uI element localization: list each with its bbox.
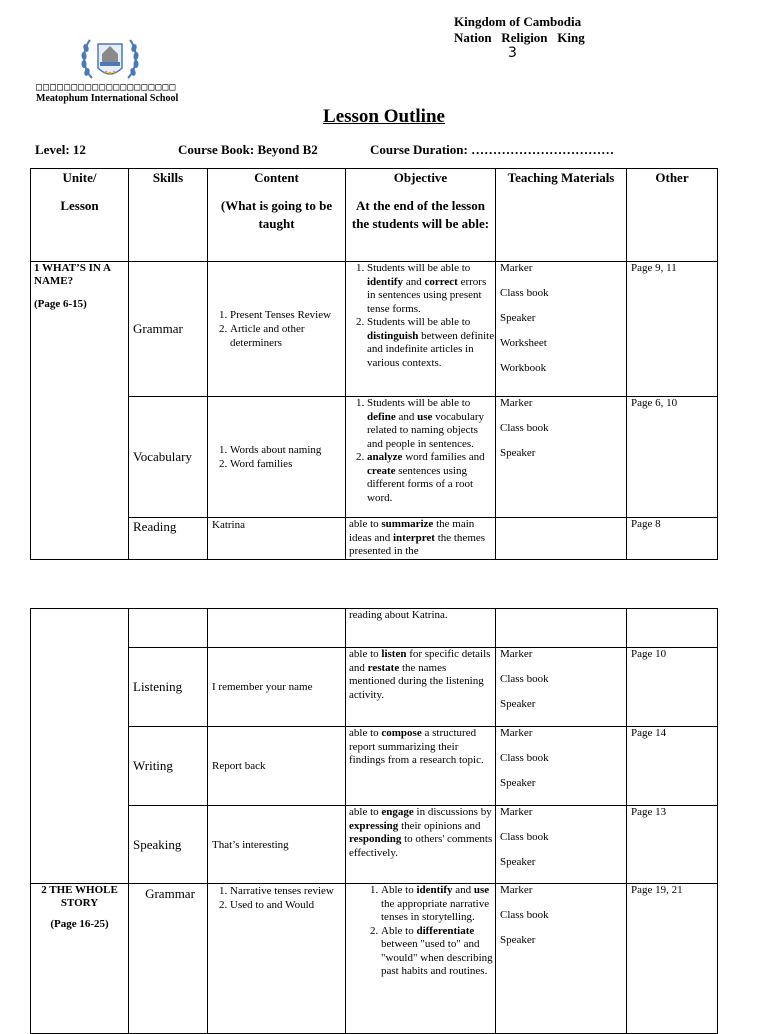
other-cell xyxy=(627,609,718,648)
course-book-label: Course Book: Beyond B2 xyxy=(178,142,318,157)
level-label: Level: 12 xyxy=(35,142,86,157)
col-unit-line2: Lesson xyxy=(60,198,99,213)
list-item: Speaker xyxy=(500,312,536,324)
list-item: Class book xyxy=(500,673,549,685)
content-cell xyxy=(208,609,346,648)
skill-cell: Speaking xyxy=(129,806,208,884)
objective-list xyxy=(349,262,495,370)
motto-mark: 3 xyxy=(508,45,517,61)
unit-cell xyxy=(31,884,129,1034)
table-row xyxy=(31,262,718,397)
unit-cell xyxy=(31,262,129,560)
materials-cell xyxy=(496,609,627,648)
list-item: Marker xyxy=(500,806,533,818)
unit-pages: (Page 6-15) xyxy=(34,298,87,310)
skill-cell: Reading xyxy=(129,518,208,560)
list-item: 1. Words about naming xyxy=(230,443,345,457)
materials-cell xyxy=(496,518,627,560)
materials-cell xyxy=(496,727,627,806)
col-objective-line1: Objective xyxy=(393,170,448,185)
other-cell: Page 6, 10 xyxy=(627,397,718,518)
skill-cell: Writing xyxy=(129,727,208,806)
objective-cell: able to listen for specific details and restate the names mentioned during the listening activity. xyxy=(346,648,496,727)
skill-cell: Grammar xyxy=(129,262,208,397)
list-item: Class book xyxy=(500,422,549,434)
table-row xyxy=(31,727,718,806)
list-item: Class book xyxy=(500,752,549,764)
materials-cell xyxy=(496,397,627,518)
content-list xyxy=(212,443,345,471)
list-item: Speaker xyxy=(500,698,536,710)
col-skills-header: Skills xyxy=(129,169,208,262)
list-item: 2. analyze word families and create sentences using different forms of a root word. xyxy=(367,451,495,505)
unit-title: 2 THE WHOLE STORY xyxy=(41,884,118,909)
list-item: Workbook xyxy=(500,362,547,374)
other-cell: Page 9, 11 xyxy=(627,262,718,397)
skill-cell xyxy=(129,609,208,648)
other-cell: Page 14 xyxy=(627,727,718,806)
list-item: Speaker xyxy=(500,856,536,868)
unit-pages: (Page 16-25) xyxy=(50,918,109,930)
materials-cell xyxy=(496,648,627,727)
col-content-line2: (What is going to be taught xyxy=(220,198,333,231)
list-item: 1. Narrative tenses review xyxy=(230,884,345,898)
table-row xyxy=(31,397,718,518)
kingdom-title: Kingdom of Cambodia xyxy=(454,14,582,29)
content-list xyxy=(212,884,345,912)
content-cell xyxy=(208,884,346,1034)
objective-cell xyxy=(346,884,496,1034)
table-row xyxy=(31,806,718,884)
objective-cell: able to compose a structured report summarizing their findings from a research topic. xyxy=(346,727,496,806)
list-item: Class book xyxy=(500,909,549,921)
list-item: Marker xyxy=(500,727,533,739)
list-item: 1. Able to identify and use the appropriate narrative tenses in storytelling. xyxy=(381,884,495,925)
content-cell xyxy=(208,397,346,518)
col-other-header: Other xyxy=(627,169,718,262)
list-item: 2. Word families xyxy=(230,457,345,471)
materials-cell xyxy=(496,884,627,1034)
content-cell: I remember your name xyxy=(208,648,346,727)
content-cell: Report back xyxy=(208,727,346,806)
list-item: Worksheet xyxy=(500,337,547,349)
content-cell: Katrina xyxy=(208,518,346,560)
unit-cell-continued xyxy=(31,609,129,884)
skill-cell: Grammar xyxy=(129,884,208,1034)
lesson-table-page-2 xyxy=(30,608,718,1034)
list-item: Class book xyxy=(500,831,549,843)
col-objective-header xyxy=(346,169,496,262)
objective-cell xyxy=(346,397,496,518)
list-item: 2. Used to and Would xyxy=(230,898,345,912)
skill-cell: Vocabulary xyxy=(129,397,208,518)
content-cell: That’s interesting xyxy=(208,806,346,884)
objective-cell xyxy=(346,262,496,397)
materials-cell xyxy=(496,806,627,884)
list-item: Speaker xyxy=(500,447,536,459)
lesson-table-page-1 xyxy=(30,168,718,560)
other-cell: Page 13 xyxy=(627,806,718,884)
list-item: 2. Article and other determiners xyxy=(230,322,345,350)
col-content-line1: Content xyxy=(254,170,299,185)
objective-cell: able to summarize the main ideas and interpret the themes presented in the xyxy=(346,518,496,560)
table-row xyxy=(31,609,718,648)
list-item: Speaker xyxy=(500,934,536,946)
list-item: 2. Students will be able to distinguish between definite and indefinite articles in various contexts. xyxy=(367,316,495,370)
list-item: Speaker xyxy=(500,777,536,789)
objective-cell: reading about Katrina. xyxy=(346,609,496,648)
content-list xyxy=(212,308,345,350)
objective-list xyxy=(349,884,495,979)
list-item: 1. Present Tenses Review xyxy=(230,308,345,322)
list-item: 2. Able to differentiate between "used to" and "would" when describing past habits and routines. xyxy=(381,925,495,979)
other-cell: Page 8 xyxy=(627,518,718,560)
list-item: Marker xyxy=(500,262,533,274)
col-materials-header: Teaching Materials xyxy=(496,169,627,262)
list-item: Marker xyxy=(500,648,533,660)
page-title: Lesson Outline xyxy=(323,106,445,127)
unit-title: 1 WHAT’S IN A NAME? xyxy=(34,262,111,287)
table-row xyxy=(31,648,718,727)
list-item: Class book xyxy=(500,287,549,299)
col-unit-line1: Unite/ xyxy=(62,170,97,185)
list-item: 1. Students will be able to define and use vocabulary related to naming objects and people in sentences. xyxy=(367,397,495,451)
other-cell: Page 10 xyxy=(627,648,718,727)
objective-list xyxy=(349,397,495,505)
list-item: Marker xyxy=(500,884,533,896)
school-name-khmer: □□□□□□□□□□□□□□□□□□□□ xyxy=(36,82,177,93)
table-row xyxy=(31,518,718,560)
table-header-row xyxy=(31,169,718,262)
list-item: Marker xyxy=(500,397,533,409)
kingdom-heading xyxy=(454,14,585,60)
skill-cell: Listening xyxy=(129,648,208,727)
objective-cell: able to engage in discussions by expressing their opinions and responding to others' comments effectively. xyxy=(346,806,496,884)
school-name: Meatophum International School xyxy=(36,93,179,104)
col-content-header xyxy=(208,169,346,262)
list-item: 1. Students will be able to identify and correct errors in sentences using present tense forms. xyxy=(367,262,495,316)
materials-cell xyxy=(496,262,627,397)
other-cell: Page 19, 21 xyxy=(627,884,718,1034)
col-objective-line2: At the end of the lesson the students will be able: xyxy=(351,198,490,231)
course-duration-label: Course Duration: …………………………… xyxy=(370,142,615,157)
table-row xyxy=(31,884,718,1034)
content-cell xyxy=(208,262,346,397)
kingdom-motto: Nation Religion King xyxy=(454,30,585,45)
col-unit-header xyxy=(31,169,129,262)
